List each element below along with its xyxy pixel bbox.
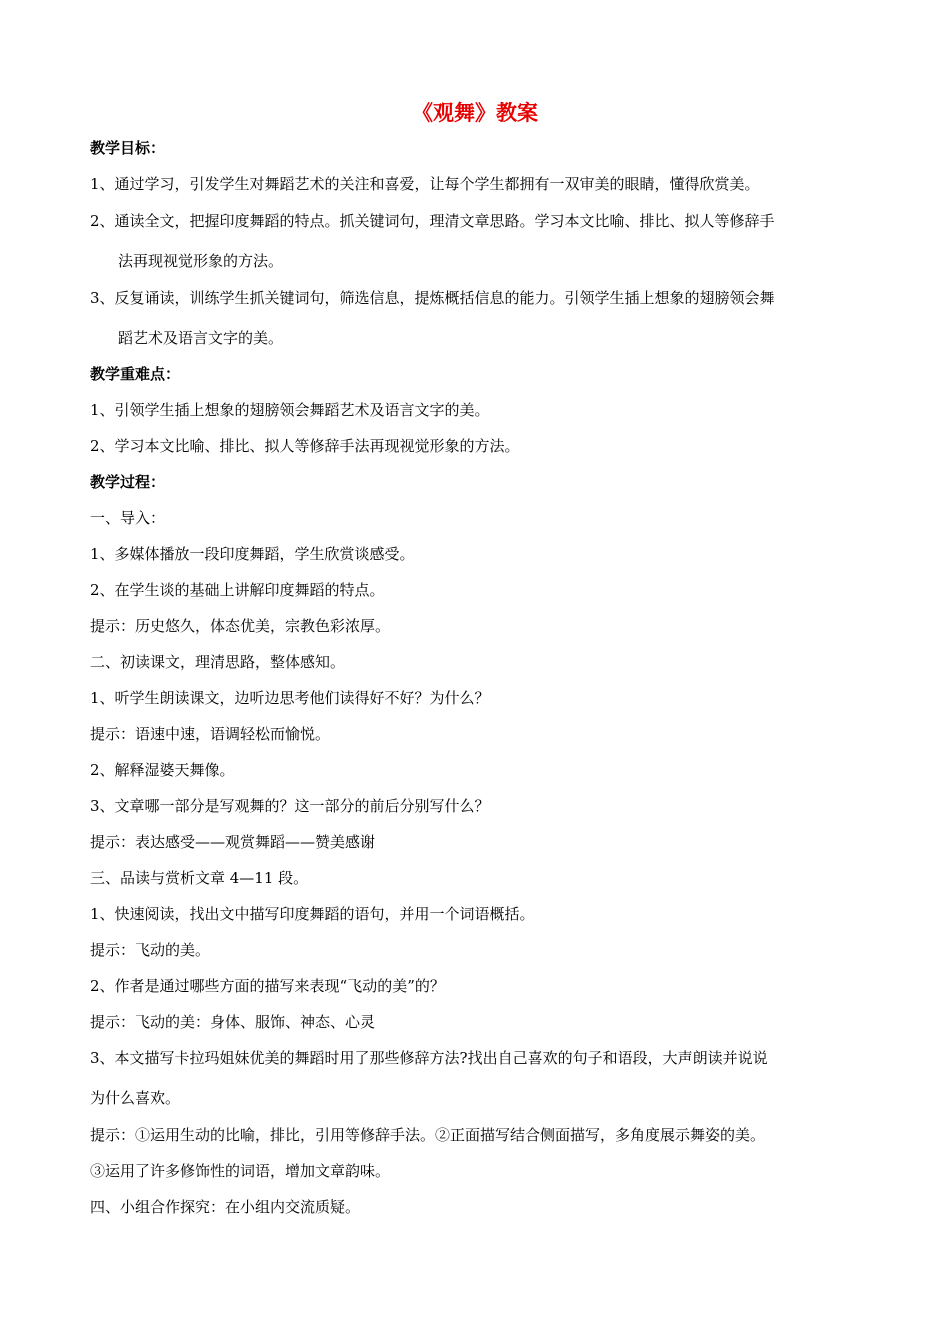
process-line: ③运用了许多修饰性的词语，增加文章韵味。: [90, 1162, 391, 1180]
process-line: 提示：飞动的美。: [90, 941, 211, 959]
goal-3-line-1: 3、反复诵读，训练学生抓关键词句，筛选信息，提炼概括信息的能力。引领学生插上想象的翅膀领会舞: [90, 289, 775, 307]
process-line: 三、品读与赏析文章 4—11 段。: [90, 869, 309, 887]
process-line: 提示：飞动的美：身体、服饰、神态、心灵: [90, 1013, 376, 1031]
process-line: 1、快速阅读，找出文中描写印度舞蹈的语句，并用一个词语概括。: [90, 905, 535, 923]
key-point-1: 1、引领学生插上想象的翅膀领会舞蹈艺术及语言文字的美。: [90, 401, 490, 419]
goal-2-line-2: 法再现视觉形象的方法。: [118, 252, 284, 270]
document-title: 《观舞》教案: [412, 101, 538, 125]
process-line: 2、在学生谈的基础上讲解印度舞蹈的特点。: [90, 581, 385, 599]
process-line: 1、听学生朗读课文，边听边思考他们读得好不好？为什么？: [90, 689, 490, 707]
goals-heading: 教学目标：: [90, 139, 166, 157]
goal-2-line-1: 2、通读全文，把握印度舞蹈的特点。抓关键词句，理清文章思路。学习本文比喻、排比、拟人等修辞手: [90, 212, 775, 230]
process-line: 提示：历史悠久，体态优美，宗教色彩浓厚。: [90, 617, 391, 635]
key-point-2: 2、学习本文比喻、排比、拟人等修辞手法再现视觉形象的方法。: [90, 437, 520, 455]
process-line: 提示：语速中速，语调轻松而愉悦。: [90, 725, 331, 743]
process-line: 提示：表达感受——观赏舞蹈——赞美感谢: [90, 833, 376, 851]
key-points-heading: 教学重难点：: [90, 365, 181, 383]
process-line: 四、小组合作探究：在小组内交流质疑。: [90, 1198, 361, 1216]
process-line: 提示：①运用生动的比喻，排比，引用等修辞手法。②正面描写结合侧面描写，多角度展示舞姿的美。: [90, 1126, 766, 1144]
process-heading: 教学过程：: [90, 473, 166, 491]
process-line: 二、初读课文，理清思路，整体感知。: [90, 653, 346, 671]
goal-3-line-2: 蹈艺术及语言文字的美。: [118, 329, 284, 347]
process-line: 2、解释湿婆天舞像。: [90, 761, 235, 779]
process-line: 为什么喜欢。: [90, 1089, 181, 1107]
goal-1: 1、通过学习，引发学生对舞蹈艺术的关注和喜爱，让每个学生都拥有一双审美的眼睛，懂得欣赏美。: [90, 175, 760, 193]
process-line: 一、导入：: [90, 509, 166, 527]
process-line: 2、作者是通过哪些方面的描写来表现“飞动的美”的？: [90, 977, 445, 995]
process-line: 1、多媒体播放一段印度舞蹈，学生欣赏谈感受。: [90, 545, 415, 563]
process-line: 3、本文描写卡拉玛姐妹优美的舞蹈时用了那些修辞方法?找出自己喜欢的句子和语段，大声朗读并说说: [90, 1049, 768, 1067]
process-line: 3、文章哪一部分是写观舞的？这一部分的前后分别写什么？: [90, 797, 490, 815]
